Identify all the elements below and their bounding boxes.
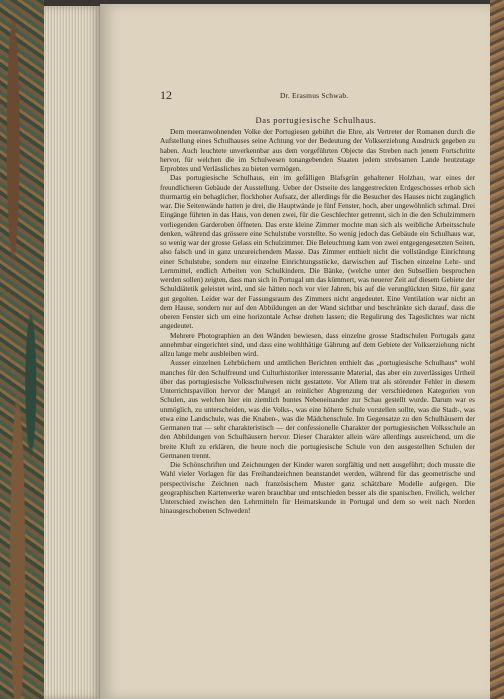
book-cover-marbled-left (0, 0, 44, 699)
paragraph: Dem meeranwohnenden Volke der Portugiesen gebührt die Ehre, als Vertreter der Romanen durch die Aufstellung eines Schulhauses seine Achtung vor der Bedeutung der Volkserziehung Ausdruck gegeben zu haben. Auch leuchtete unverkennbar aus dem vorgeführten Objecte das Streben nach jenem Fortschritte hervor, für welchen die im Schulwesen tonangebenden Staaten jedem strebsamen Lande heutzutage Erprobtes und Verlässliches zu bieten vermögen. (160, 128, 475, 173)
paragraph: Die Schönschriften und Zeichnungen der Kinder waren sorgfältig und nett ausgeführt; doch musste die Wahl vieler Vorlagen für das Freihandzeichnen beanstandet werden, während für das geometrische und perspectivische Zeichnen nach französischem Muster ganz schätzbare Modelle aufgegen. Die geographischen Kartenwerke waren brauchbar und entschieden besser als die spanischen. Freilich, welcher Unterschied zwischen den Lehrmitteln für Heimatskunde in Portugal und dem so weit nach Norden hinausgeschobenen Schweden! (160, 461, 475, 516)
book-cover-marbled-right (490, 0, 504, 699)
page-stack-edge (44, 6, 102, 699)
running-head: Dr. Erasmus Schwab. (280, 91, 349, 100)
paragraph: Mehrere Photographien an den Wänden bewiesen, dass einzelne grosse Stadtschulen Portugals ganz annehmbar eingerichtet sind, und dass eine wohlthätige Gährung auf dem Gebiete der Volkserziehung nicht allzu lange mehr ausbleiben wird. (160, 331, 475, 358)
book-page (100, 4, 490, 699)
section-title: Das portugiesische Schulhaus. (255, 115, 377, 125)
page-header (160, 88, 472, 102)
paragraph: Das portugiesische Schulhaus, ein im gefälligen Blafsgrün gehaltener Holzbau, war eines der freundlicheren Gebäude der Ausstellung. Ueber der Ostseite des langgestreckten Erdgeschosses erhob sich thurmartig ein behaglicher, flockhoher Aufsatz, der allerdings für die Besucher des Hauses nicht zugänglich war. Die Seitenwände hatten je drei, die Hauptwände je fünf Fenster, hoch, aber ungewöhnlich schmal. Drei Eingänge führten in das Haus, von denen zwei, für die Geschlechter getrennt, sich in die den Schulzimmern vorliegenden Garderoben öffneten. Das erste kleine Zimmer mochte man sich als weibliche Arbeitsschule denken, während das grössere eine Schulstube vorstellte. So wenig jedoch das Gebäude ein Schulhaus war, so wenig war der grosse Gelass ein Schulzimmer. Die Beleuchtung kam von zwei entgegengesetzten Seiten, also falsch und in ganz unzureichendem Masse. Das Zimmer enthielt nicht die vollständige Einrichtung einer Schulstube, sondern nur einzelne Einrichtungsstücke, darwischen auf Tischen einzelne Lehr- und Lernmittel, endlich Arbeiten von Schulkindern. Die Bänke, (welche unter den Subsellien besprochen werden sollen) zeigten, dass man sich in Portugal um das kümmert, was neuerer Zeit auf diesem Gebiete der Schuldiätetik geleistet wird, und sie hätten noch vor vier Jahren, bis auf die verunglückten Sitze, für ganz gut gegolten. Leider war der Fassungsraum des Zimmers nicht angedeutet. Eine Ventilation war nicht an dem Hause, sondern nur auf den Abbildungen an der Wand sichtbar und beschränkte sich darauf, dass die oberen Fenster sich um eine horizontale Achse drehen lassen; die Regulirung des Tageslichtes war nicht angedeutet. (160, 174, 475, 331)
paragraph: Ausser einzelnen Lehrbüchern und amtlichen Berichten enthielt das „portugiesische Schulhaus“ wohl manches für den Schulfreund und Culturhistoriker interessante Material, das aber ein zuverlässiges Urtheil über das portugiesische Volksschulwesen nicht gestattete. Vor Allem trat als störender Fehler in diesem Unterrichtspavillon hervor der Mangel an reinlicher Abgrenzung der verschiedenen Kategorien von Schulen, aus welchen hier ein ziemlich buntes Nebeneinander zur Schau gestellt wurde. Darum war es unmöglich, zu unterscheiden, was die Volks-, was eine höhere Schule vorstellen sollte, was die Stadt-, was etwa eine Landschule, was die Knaben-, was die Mädchenschule. Im Gegensatze zu den Schulhäusern der Germanen trat — sehr charakteristisch — der confessionelle Charakter der portugiesischen Volksschule an den Abbildungen von Schulhäusern hervor. Dieser Charakter allein wäre allerdings ausreichend, um die breite Kluft zu erklären, die heute noch die portugiesische Schule von den ausgestellten Schulen der Germanen trennt. (160, 359, 475, 460)
body-text (160, 128, 475, 517)
page-number: 12 (160, 88, 172, 102)
